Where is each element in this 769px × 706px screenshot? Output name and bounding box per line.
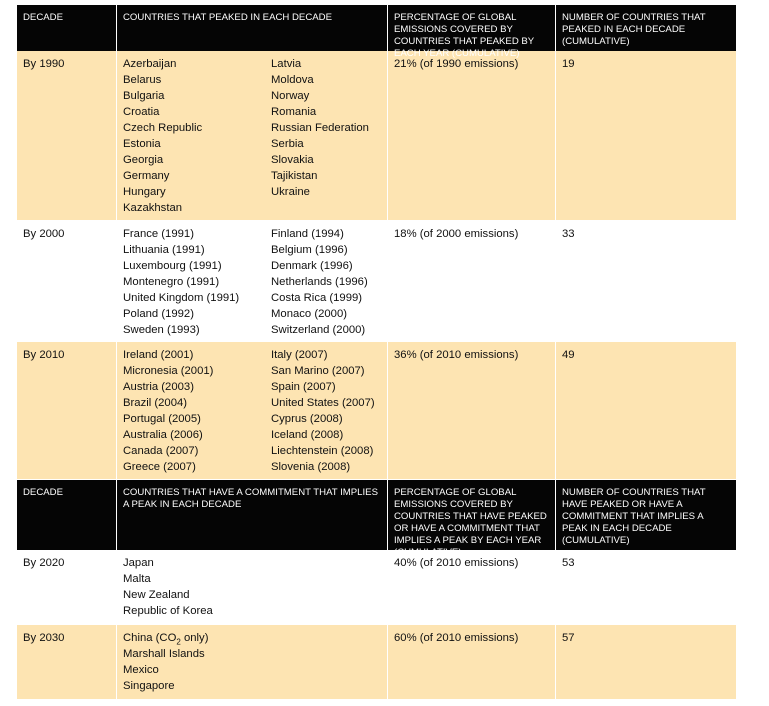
country-name: Czech Republic bbox=[123, 122, 203, 134]
country-name: Kazakhstan bbox=[123, 202, 183, 214]
header-countries: COUNTRIES THAT PEAKED IN EACH DECADE bbox=[116, 5, 387, 51]
country-name: Mexico bbox=[123, 664, 159, 676]
table-row bbox=[17, 221, 736, 342]
country-name: Monaco (2000) bbox=[271, 308, 347, 320]
country-list-right bbox=[271, 347, 381, 479]
country-name: Canada (2007) bbox=[123, 445, 199, 457]
country-name: Switzerland (2000) bbox=[271, 324, 366, 336]
percentage-cell: 60% (of 2010 emissions) bbox=[387, 625, 555, 699]
country-list-right bbox=[271, 226, 381, 341]
country-name: Azerbaijan bbox=[123, 58, 177, 70]
country-name: Poland (1992) bbox=[123, 308, 194, 320]
country-name: Germany bbox=[123, 170, 170, 182]
count-cell: 33 bbox=[555, 221, 736, 341]
country-list-left bbox=[123, 56, 271, 220]
country-name: United States (2007) bbox=[271, 397, 375, 409]
country-name: Ukraine bbox=[271, 186, 310, 198]
country-name: Slovakia bbox=[271, 154, 314, 166]
country-name: Liechtenstein (2008) bbox=[271, 445, 374, 457]
header-number: NUMBER OF COUNTRIES THAT PEAKED IN EACH DECADE (CUMULATIVE) bbox=[555, 5, 736, 51]
country-name: Hungary bbox=[123, 186, 166, 198]
count-cell: 19 bbox=[555, 51, 736, 220]
country-name: Estonia bbox=[123, 138, 161, 150]
table-row bbox=[17, 51, 736, 221]
country-name: France (1991) bbox=[123, 228, 194, 240]
country-name: Lithuania (1991) bbox=[123, 244, 205, 256]
percentage-cell: 18% (of 2000 emissions) bbox=[387, 221, 555, 341]
country-list bbox=[123, 630, 271, 699]
table-row bbox=[17, 625, 736, 700]
country-name: Japan bbox=[123, 557, 154, 569]
country-name: Belgium (1996) bbox=[271, 244, 348, 256]
table-row bbox=[17, 342, 736, 480]
country-name: Georgia bbox=[123, 154, 164, 166]
decade-cell: By 1990 bbox=[23, 58, 65, 70]
decade-cell: By 2030 bbox=[23, 632, 65, 644]
country-name: Greece (2007) bbox=[123, 461, 196, 473]
country-name: Russian Federation bbox=[271, 122, 369, 134]
country-name-china: China ($CO_2$ only) bbox=[123, 632, 209, 647]
country-name: Sweden (1993) bbox=[123, 324, 200, 336]
emissions-peak-table bbox=[17, 5, 736, 700]
countries-cell bbox=[116, 342, 387, 479]
country-name: Portugal (2005) bbox=[123, 413, 201, 425]
country-list-right bbox=[271, 56, 381, 220]
count-cell: 49 bbox=[555, 342, 736, 479]
country-name: Ireland (2001) bbox=[123, 349, 194, 361]
header-percentage: PERCENTAGE OF GLOBAL EMISSIONS COVERED BY COUNTRIES THAT PEAKED BY EACH YEAR (CUMULATIVE) bbox=[387, 5, 555, 51]
country-name: Brazil (2004) bbox=[123, 397, 188, 409]
country-name: Bulgaria bbox=[123, 90, 165, 102]
country-name: Luxembourg (1991) bbox=[123, 260, 222, 272]
country-name: Romania bbox=[271, 106, 317, 118]
count-cell: 53 bbox=[555, 550, 736, 624]
country-name: Serbia bbox=[271, 138, 304, 150]
country-name: Austria (2003) bbox=[123, 381, 194, 393]
country-name: Costa Rica (1999) bbox=[271, 292, 363, 304]
countries-cell bbox=[116, 550, 387, 624]
country-name: Croatia bbox=[123, 106, 160, 118]
decade-cell: By 2020 bbox=[23, 557, 65, 569]
country-name: Cyprus (2008) bbox=[271, 413, 343, 425]
country-name: Denmark (1996) bbox=[271, 260, 353, 272]
country-name: New Zealand bbox=[123, 589, 190, 601]
percentage-cell: 40% (of 2010 emissions) bbox=[387, 550, 555, 624]
table-header-2 bbox=[17, 480, 736, 558]
country-list-left bbox=[123, 226, 271, 341]
country-name: Tajikistan bbox=[271, 170, 318, 182]
count-cell: 57 bbox=[555, 625, 736, 699]
table-header-1 bbox=[17, 5, 736, 59]
header-decade: DECADE bbox=[23, 12, 63, 23]
country-name: Malta bbox=[123, 573, 151, 585]
country-name: Slovenia (2008) bbox=[271, 461, 351, 473]
table-row bbox=[17, 550, 736, 625]
country-name: Spain (2007) bbox=[271, 381, 336, 393]
country-name: Montenegro (1991) bbox=[123, 276, 220, 288]
country-name: Iceland (2008) bbox=[271, 429, 344, 441]
decade-cell: By 2000 bbox=[23, 228, 65, 240]
country-name: Micronesia (2001) bbox=[123, 365, 214, 377]
country-name: Italy (2007) bbox=[271, 349, 328, 361]
country-name: Singapore bbox=[123, 680, 175, 692]
percentage-cell: 21% (of 1990 emissions) bbox=[387, 51, 555, 220]
country-name: Netherlands (1996) bbox=[271, 276, 368, 288]
countries-cell bbox=[116, 625, 387, 699]
country-name: San Marino (2007) bbox=[271, 365, 365, 377]
country-name: Belarus bbox=[123, 74, 162, 86]
country-name: Latvia bbox=[271, 58, 302, 70]
country-name: Australia (2006) bbox=[123, 429, 203, 441]
country-list bbox=[123, 555, 271, 624]
country-name: United Kingdom (1991) bbox=[123, 292, 240, 304]
header-decade: DECADE bbox=[23, 487, 63, 498]
country-name: Moldova bbox=[271, 74, 314, 86]
header-percentage: PERCENTAGE OF GLOBAL EMISSIONS COVERED BY COUNTRIES THAT HAVE PEAKED OR HAVE A COMMITMENT THAT IMPLIES A PEAK BY EACH YEAR (CUMULATIVE) bbox=[387, 480, 555, 550]
country-name: Norway bbox=[271, 90, 310, 102]
decade-cell: By 2010 bbox=[23, 349, 65, 361]
countries-cell bbox=[116, 51, 387, 220]
percentage-cell: 36% (of 2010 emissions) bbox=[387, 342, 555, 479]
countries-cell bbox=[116, 221, 387, 341]
country-name: Finland (1994) bbox=[271, 228, 344, 240]
header-number: NUMBER OF COUNTRIES THAT HAVE PEAKED OR HAVE A COMMITMENT THAT IMPLIES A PEAK IN EACH DECADE (CUMULATIVE) bbox=[555, 480, 736, 550]
country-list-left bbox=[123, 347, 271, 479]
country-name: Republic of Korea bbox=[123, 605, 213, 617]
header-countries: COUNTRIES THAT HAVE A COMMITMENT THAT IMPLIES A PEAK IN EACH DECADE bbox=[116, 480, 387, 550]
country-name: Marshall Islands bbox=[123, 648, 205, 660]
